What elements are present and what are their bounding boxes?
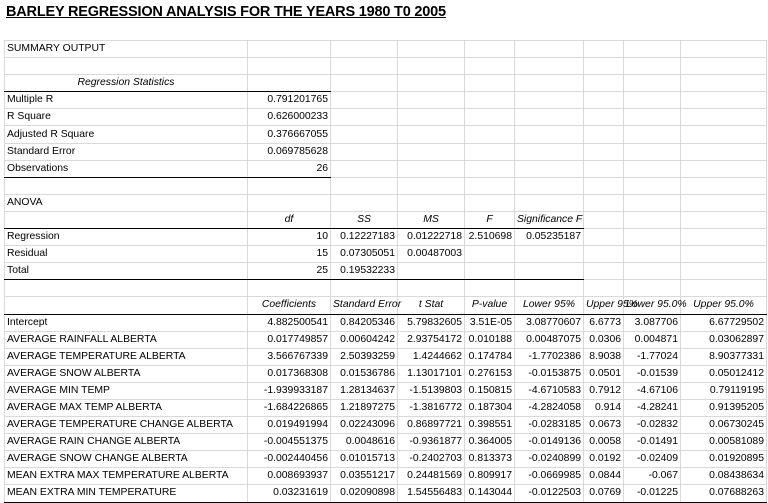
- cell[interactable]: [398, 280, 465, 297]
- coefficient-value[interactable]: 2.93754172: [398, 331, 465, 348]
- cell[interactable]: [515, 41, 584, 58]
- coefficient-value[interactable]: 3.51E-05: [465, 314, 515, 331]
- variable-name[interactable]: AVERAGE TEMPERATURE ALBERTA: [5, 348, 248, 365]
- cell[interactable]: [624, 143, 681, 160]
- cell[interactable]: [624, 263, 681, 280]
- cell[interactable]: [248, 75, 331, 92]
- coefficient-value[interactable]: 0.143044: [465, 485, 515, 502]
- coefficient-value[interactable]: 3.08770607: [515, 314, 584, 331]
- variable-name[interactable]: AVERAGE MIN TEMP: [5, 382, 248, 399]
- blank-row: [5, 58, 767, 75]
- coefficient-value[interactable]: 0.008693937: [248, 468, 331, 485]
- coefficient-value[interactable]: 0.84205346: [331, 314, 398, 331]
- coefficient-value[interactable]: -1.939933187: [248, 382, 331, 399]
- anova-row-label[interactable]: Total: [5, 263, 248, 280]
- regression-stats-header[interactable]: Regression Statistics: [5, 75, 248, 92]
- cell[interactable]: [465, 194, 515, 211]
- coefficient-value[interactable]: 5.79832605: [398, 314, 465, 331]
- coefficient-value[interactable]: -1.77024: [624, 348, 681, 365]
- coefficient-value[interactable]: 0.187304: [465, 399, 515, 416]
- regression-stat-row: [5, 109, 767, 126]
- stat-value[interactable]: 0.626000233: [248, 109, 331, 126]
- anova-label[interactable]: ANOVA: [5, 194, 248, 211]
- variable-name[interactable]: Intercept: [5, 314, 248, 331]
- variable-name[interactable]: AVERAGE MAX TEMP ALBERTA: [5, 399, 248, 416]
- cell[interactable]: [331, 194, 398, 211]
- coefficient-value[interactable]: -4.67106: [624, 382, 681, 399]
- coefficient-value[interactable]: 0.010188: [465, 331, 515, 348]
- cell[interactable]: [681, 109, 767, 126]
- stat-label[interactable]: Multiple R: [5, 92, 248, 109]
- cell[interactable]: [624, 177, 681, 194]
- coefficients-row: [5, 399, 767, 416]
- summary-label[interactable]: SUMMARY OUTPUT: [5, 41, 248, 58]
- coefficient-value[interactable]: 0.019491994: [248, 417, 331, 434]
- cell[interactable]: [515, 75, 584, 92]
- cell[interactable]: [681, 126, 767, 143]
- coefficient-value[interactable]: -0.0240899: [515, 451, 584, 468]
- cell[interactable]: [331, 143, 398, 160]
- coefficient-value[interactable]: 0.004871: [624, 331, 681, 348]
- regression-stat-row: [5, 126, 767, 143]
- cell[interactable]: [331, 126, 398, 143]
- cell[interactable]: [465, 75, 515, 92]
- coefficient-value[interactable]: -0.0149136: [515, 434, 584, 451]
- cell[interactable]: [398, 160, 465, 177]
- cell[interactable]: [624, 58, 681, 75]
- cell[interactable]: [681, 92, 767, 109]
- coefficient-value[interactable]: 1.4244662: [398, 348, 465, 365]
- cell[interactable]: [465, 126, 515, 143]
- stat-label[interactable]: Standard Error: [5, 143, 248, 160]
- cell[interactable]: [398, 75, 465, 92]
- coefficient-value[interactable]: 0.813373: [465, 451, 515, 468]
- cell[interactable]: [515, 143, 584, 160]
- stat-label[interactable]: Adjusted R Square: [5, 126, 248, 143]
- coefficient-value[interactable]: 3.087706: [624, 314, 681, 331]
- coefficients-row: [5, 468, 767, 485]
- coefficient-value[interactable]: 0.150815: [465, 382, 515, 399]
- blank-row: [5, 280, 767, 297]
- cell[interactable]: [681, 177, 767, 194]
- coefficient-value[interactable]: 0.0501: [584, 365, 624, 382]
- stat-value[interactable]: 0.069785628: [248, 143, 331, 160]
- cell[interactable]: [681, 194, 767, 211]
- cell[interactable]: [398, 143, 465, 160]
- coefficient-value[interactable]: 0.00604242: [331, 331, 398, 348]
- coefficient-value[interactable]: 0.364005: [465, 434, 515, 451]
- stat-value[interactable]: 0.791201765: [248, 92, 331, 109]
- coefficient-value[interactable]: 0.01920895: [681, 451, 767, 468]
- cell[interactable]: [624, 41, 681, 58]
- anova-value[interactable]: [465, 246, 515, 263]
- coefficient-value[interactable]: -4.2824058: [515, 399, 584, 416]
- coefficient-value[interactable]: -0.01539: [624, 365, 681, 382]
- cell[interactable]: [624, 280, 681, 297]
- anova-row: [5, 246, 767, 263]
- cell[interactable]: [331, 41, 398, 58]
- coefficients-header-row: [5, 297, 767, 314]
- coefficient-value[interactable]: 0.0844: [584, 468, 624, 485]
- cell[interactable]: [331, 177, 398, 194]
- cell[interactable]: [515, 280, 584, 297]
- cell[interactable]: [398, 92, 465, 109]
- anova-value[interactable]: [398, 263, 465, 280]
- coefficients-row: [5, 485, 767, 502]
- cell[interactable]: [515, 160, 584, 177]
- anova-value[interactable]: 0.01222718: [398, 229, 465, 246]
- anova-row: [5, 229, 767, 246]
- coefficient-value[interactable]: -1.5139803: [398, 382, 465, 399]
- coefficient-value[interactable]: -0.01491: [624, 434, 681, 451]
- cell[interactable]: [248, 177, 331, 194]
- coefficient-value[interactable]: 0.0673: [584, 417, 624, 434]
- coefficient-value[interactable]: 0.276153: [465, 365, 515, 382]
- variable-name[interactable]: AVERAGE TEMPERATURE CHANGE ALBERTA: [5, 417, 248, 434]
- coefficient-value[interactable]: 0.017749857: [248, 331, 331, 348]
- coefficient-value[interactable]: -0.067: [624, 468, 681, 485]
- coefficient-value[interactable]: -0.0153875: [515, 365, 584, 382]
- coefficient-value[interactable]: 0.00487075: [515, 331, 584, 348]
- coefficient-value[interactable]: 0.00581089: [681, 434, 767, 451]
- coefficient-value[interactable]: -0.0283185: [515, 417, 584, 434]
- coefficients-column-header[interactable]: Lower 95%: [515, 297, 584, 314]
- cell[interactable]: [681, 58, 767, 75]
- anova-column-header[interactable]: Significance F: [515, 211, 584, 228]
- coefficient-value[interactable]: 0.03062897: [681, 331, 767, 348]
- coefficient-value[interactable]: 0.07688263: [681, 485, 767, 502]
- coefficient-value[interactable]: 4.882500541: [248, 314, 331, 331]
- cell[interactable]: [465, 58, 515, 75]
- anova-value[interactable]: 10: [248, 229, 331, 246]
- cell[interactable]: [465, 280, 515, 297]
- cell[interactable]: [465, 109, 515, 126]
- cell[interactable]: [624, 194, 681, 211]
- coefficients-column-header[interactable]: P-value: [465, 297, 515, 314]
- anova-value[interactable]: [515, 246, 584, 263]
- coefficient-value[interactable]: 0.398551: [465, 417, 515, 434]
- coefficient-value[interactable]: 0.08438634: [681, 468, 767, 485]
- coefficient-value[interactable]: 2.50393259: [331, 348, 398, 365]
- cell[interactable]: [681, 280, 767, 297]
- coefficient-value[interactable]: 1.21897275: [331, 399, 398, 416]
- anova-value[interactable]: [465, 263, 515, 280]
- coefficient-value[interactable]: 0.0769: [584, 485, 624, 502]
- cell[interactable]: [624, 92, 681, 109]
- variable-name[interactable]: AVERAGE SNOW CHANGE ALBERTA: [5, 451, 248, 468]
- anova-column-header[interactable]: SS: [331, 211, 398, 228]
- cell[interactable]: [331, 58, 398, 75]
- anova-column-header[interactable]: F: [465, 211, 515, 228]
- anova-value[interactable]: 25: [248, 263, 331, 280]
- cell[interactable]: [5, 177, 248, 194]
- cell[interactable]: [681, 263, 767, 280]
- coefficient-value[interactable]: 3.566767339: [248, 348, 331, 365]
- coefficient-value[interactable]: -0.0122503: [515, 485, 584, 502]
- stat-value[interactable]: 26: [248, 160, 331, 177]
- cell[interactable]: [331, 280, 398, 297]
- stat-value[interactable]: 0.376667055: [248, 126, 331, 143]
- coefficients-row: [5, 348, 767, 365]
- cell[interactable]: [681, 160, 767, 177]
- coefficient-value[interactable]: 0.01536786: [331, 365, 398, 382]
- stat-label[interactable]: R Square: [5, 109, 248, 126]
- regression-stat-row: [5, 143, 767, 160]
- coefficient-value[interactable]: 6.6773: [584, 314, 624, 331]
- coefficient-value[interactable]: -0.01225: [624, 485, 681, 502]
- coefficients-row: [5, 382, 767, 399]
- coefficient-value[interactable]: -4.6710583: [515, 382, 584, 399]
- variable-name[interactable]: AVERAGE RAIN CHANGE ALBERTA: [5, 434, 248, 451]
- coefficients-column-header[interactable]: Upper 95.0%: [681, 297, 767, 314]
- anova-column-header[interactable]: [5, 211, 248, 228]
- coefficient-value[interactable]: -1.3816772: [398, 399, 465, 416]
- coefficient-value[interactable]: 0.02243096: [331, 417, 398, 434]
- cell[interactable]: [398, 58, 465, 75]
- coefficients-column-header[interactable]: Lower 95.0%: [624, 297, 681, 314]
- cell[interactable]: [331, 92, 398, 109]
- cell[interactable]: [248, 194, 331, 211]
- summary-row: [5, 41, 767, 58]
- coefficient-value[interactable]: 0.809917: [465, 468, 515, 485]
- coefficients-row: [5, 331, 767, 348]
- anova-value[interactable]: 0.19532233: [331, 263, 398, 280]
- coefficient-value[interactable]: 1.28134637: [331, 382, 398, 399]
- cell[interactable]: [515, 177, 584, 194]
- cell[interactable]: [465, 41, 515, 58]
- anova-value[interactable]: 0.12227183: [331, 229, 398, 246]
- regression-output-sheet: [4, 40, 766, 499]
- cell[interactable]: [248, 58, 331, 75]
- coefficient-value[interactable]: 0.0048616: [331, 434, 398, 451]
- cell[interactable]: [681, 229, 767, 246]
- coefficient-value[interactable]: 0.02090898: [331, 485, 398, 502]
- cell[interactable]: [248, 280, 331, 297]
- anova-row: [5, 263, 767, 280]
- anova-row-label[interactable]: Residual: [5, 246, 248, 263]
- cell[interactable]: [515, 194, 584, 211]
- variable-name[interactable]: MEAN EXTRA MIN TEMPERATURE: [5, 485, 248, 502]
- cell[interactable]: [248, 41, 331, 58]
- cell[interactable]: [515, 126, 584, 143]
- coefficient-value[interactable]: 0.79119195: [681, 382, 767, 399]
- coefficients-row: [5, 365, 767, 382]
- coefficient-value[interactable]: 0.174784: [465, 348, 515, 365]
- coefficient-value[interactable]: 0.7912: [584, 382, 624, 399]
- cell[interactable]: [398, 126, 465, 143]
- anova-value[interactable]: [515, 263, 584, 280]
- coefficient-value[interactable]: 0.0058: [584, 434, 624, 451]
- coefficients-column-header[interactable]: t Stat: [398, 297, 465, 314]
- anova-row-label[interactable]: Regression: [5, 229, 248, 246]
- cell[interactable]: [624, 109, 681, 126]
- coefficient-value[interactable]: -0.9361877: [398, 434, 465, 451]
- cell[interactable]: [465, 160, 515, 177]
- variable-name[interactable]: AVERAGE SNOW ALBERTA: [5, 365, 248, 382]
- stat-label[interactable]: Observations: [5, 160, 248, 177]
- cell[interactable]: [584, 211, 624, 228]
- cell[interactable]: [681, 41, 767, 58]
- cell[interactable]: [465, 143, 515, 160]
- page-title: BARLEY REGRESSION ANALYSIS FOR THE YEARS 1980 T0 2005: [6, 4, 446, 20]
- cell[interactable]: [5, 280, 248, 297]
- cell[interactable]: [584, 75, 624, 92]
- cell[interactable]: [584, 229, 624, 246]
- coefficients-row: [5, 417, 767, 434]
- cell[interactable]: [584, 246, 624, 263]
- coefficients-column-header[interactable]: Upper 95%: [584, 297, 624, 314]
- coefficient-value[interactable]: 0.86897721: [398, 417, 465, 434]
- cell[interactable]: [515, 58, 584, 75]
- coefficient-value[interactable]: 0.24481569: [398, 468, 465, 485]
- cell[interactable]: [624, 126, 681, 143]
- anova-label-row: [5, 194, 767, 211]
- coefficient-value[interactable]: -0.02409: [624, 451, 681, 468]
- cell[interactable]: [681, 211, 767, 228]
- cell[interactable]: [624, 229, 681, 246]
- coefficient-value[interactable]: 8.90377331: [681, 348, 767, 365]
- regression-stat-row: [5, 160, 767, 177]
- coefficients-row: [5, 434, 767, 451]
- coefficient-value[interactable]: 0.0192: [584, 451, 624, 468]
- coefficient-value[interactable]: -0.02832: [624, 417, 681, 434]
- coefficient-value[interactable]: 0.914: [584, 399, 624, 416]
- coefficient-value[interactable]: -0.2402703: [398, 451, 465, 468]
- blank-row: [5, 177, 767, 194]
- coefficient-value[interactable]: 0.0306: [584, 331, 624, 348]
- coefficient-value[interactable]: 0.06730245: [681, 417, 767, 434]
- cell[interactable]: [584, 280, 624, 297]
- variable-name[interactable]: MEAN EXTRA MAX TEMPERATURE ALBERTA: [5, 468, 248, 485]
- cell[interactable]: [331, 160, 398, 177]
- cell[interactable]: [584, 263, 624, 280]
- cell[interactable]: [584, 41, 624, 58]
- regression-stats-header-row: [5, 75, 767, 92]
- coefficient-value[interactable]: 0.03551217: [331, 468, 398, 485]
- spreadsheet-table: [4, 40, 767, 503]
- cell[interactable]: [624, 246, 681, 263]
- coefficients-column-header[interactable]: Coefficients: [248, 297, 331, 314]
- coefficient-value[interactable]: -4.28241: [624, 399, 681, 416]
- cell[interactable]: [5, 58, 248, 75]
- cell[interactable]: [398, 109, 465, 126]
- anova-value[interactable]: 0.00487003: [398, 246, 465, 263]
- cell[interactable]: [584, 160, 624, 177]
- coefficients-column-header[interactable]: Standard Error: [331, 297, 398, 314]
- coefficient-value[interactable]: -0.0669985: [515, 468, 584, 485]
- variable-name[interactable]: AVERAGE RAINFALL ALBERTA: [5, 331, 248, 348]
- coefficient-value[interactable]: -1.684226865: [248, 399, 331, 416]
- anova-column-header[interactable]: df: [248, 211, 331, 228]
- cell[interactable]: [681, 75, 767, 92]
- regression-stat-row: [5, 92, 767, 109]
- cell[interactable]: [584, 109, 624, 126]
- coefficients-row: [5, 314, 767, 331]
- coefficient-value[interactable]: -1.7702386: [515, 348, 584, 365]
- cell[interactable]: [515, 92, 584, 109]
- coefficient-value[interactable]: 0.01015713: [331, 451, 398, 468]
- anova-value[interactable]: 0.07305051: [331, 246, 398, 263]
- cell[interactable]: [398, 194, 465, 211]
- cell[interactable]: [465, 92, 515, 109]
- cell[interactable]: [584, 177, 624, 194]
- anova-column-header[interactable]: MS: [398, 211, 465, 228]
- coefficient-value[interactable]: 6.67729502: [681, 314, 767, 331]
- coefficient-value[interactable]: 0.017368308: [248, 365, 331, 382]
- anova-value[interactable]: 0.05235187: [515, 229, 584, 246]
- cell[interactable]: [398, 41, 465, 58]
- cell[interactable]: [584, 58, 624, 75]
- cell[interactable]: [398, 177, 465, 194]
- cell[interactable]: [681, 246, 767, 263]
- coefficients-column-header[interactable]: [5, 297, 248, 314]
- cell[interactable]: [624, 75, 681, 92]
- coefficients-row: [5, 451, 767, 468]
- cell[interactable]: [331, 75, 398, 92]
- cell[interactable]: [681, 143, 767, 160]
- coefficient-value[interactable]: -0.004551375: [248, 434, 331, 451]
- cell[interactable]: [331, 109, 398, 126]
- coefficient-value[interactable]: -0.002440456: [248, 451, 331, 468]
- cell[interactable]: [465, 177, 515, 194]
- cell[interactable]: [624, 160, 681, 177]
- coefficient-value[interactable]: 0.91395205: [681, 399, 767, 416]
- cell[interactable]: [584, 126, 624, 143]
- cell[interactable]: [584, 143, 624, 160]
- coefficient-value[interactable]: 8.9038: [584, 348, 624, 365]
- anova-header-row: [5, 211, 767, 228]
- cell[interactable]: [624, 211, 681, 228]
- coefficient-value[interactable]: 1.54556483: [398, 485, 465, 502]
- cell[interactable]: [515, 109, 584, 126]
- cell[interactable]: [584, 194, 624, 211]
- coefficient-value[interactable]: 0.03231619: [248, 485, 331, 502]
- cell[interactable]: [584, 92, 624, 109]
- coefficient-value[interactable]: 1.13017101: [398, 365, 465, 382]
- coefficient-value[interactable]: 0.05012412: [681, 365, 767, 382]
- anova-value[interactable]: 2.510698: [465, 229, 515, 246]
- anova-value[interactable]: 15: [248, 246, 331, 263]
